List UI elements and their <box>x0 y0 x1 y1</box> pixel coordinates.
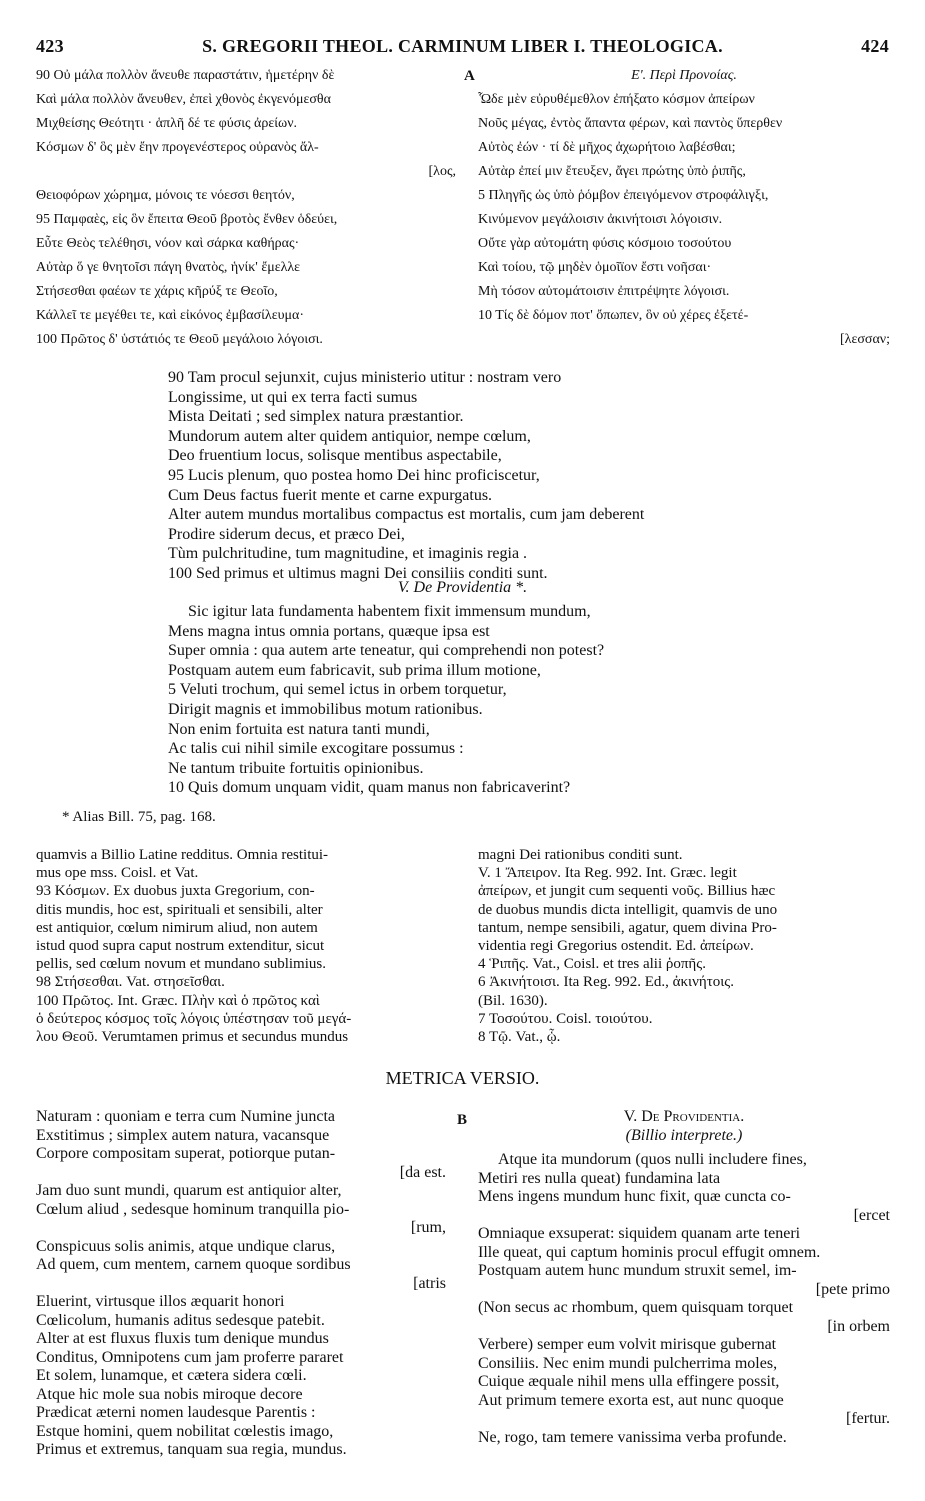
metrica-verse-line: Atque hic mole sua nobis miroque decore <box>36 1385 303 1403</box>
greek-verse-line: Κινύμενον μεγάλοισιν ἀκινήτοισι λόγοισιν. <box>478 212 723 227</box>
metrica-verse-line: [atris <box>413 1274 446 1292</box>
note-line: de duobus mundis dicta intelligit, quamvis de uno <box>478 901 778 918</box>
metrica-verse-line: Exstitimus ; simplex autem natura, vacansque <box>36 1126 330 1144</box>
greek-verse-line: Καὶ μάλα πολλὸν ἄνευθεν, ἐπεὶ χθονὸς ἐκγενόμεσθα <box>36 92 331 107</box>
note-line: pellis, sed cœlum novum et mundano sublimius. <box>36 956 326 973</box>
latin-verse-line: Postquam autem eum fabricavit, sub prima illum motione, <box>168 661 541 679</box>
note-line: videntia regi Gregorius ostendit. Ed. ἀπείρων. <box>478 938 754 955</box>
greek-verse-line: 90 Οὐ μάλα πολλὸν ἄνευθε παραστάτιν, ἡμετέρην δὲ <box>36 68 335 83</box>
metrica-verse-line: Mens ingens mundum hunc fixit, quæ cuncta co- <box>478 1188 791 1205</box>
margin-marker-b: B <box>457 1112 468 1128</box>
metrica-verse-line: Cœlicolum, humanis aditus sedesque patebit. <box>36 1311 325 1329</box>
note-line: 8 Τῷ. Vat., ᾧ. <box>478 1029 561 1046</box>
metrica-verse-line: Cœlum aliud , sedesque hominum tranquilla pio- <box>36 1200 350 1218</box>
greek-text-right <box>478 64 890 352</box>
metrica-right-column <box>478 1108 890 1447</box>
latin-verse-line: Super omnia : qua autem arte teneatur, qui comprehendi non potest? <box>168 642 605 660</box>
metrica-verse-line: Corpore compositam superat, potiorque putan- <box>36 1145 336 1162</box>
latin-verse-line: Mundorum autem alter quidem antiquior, nempe cœlum, <box>168 427 531 445</box>
greek-verse-line: [λεσσαν; <box>840 332 890 347</box>
metrica-right-heading: V. De Providentia. <box>623 1108 745 1125</box>
metrica-verse-line: Conspicuus solis animis, atque undique clarus, <box>36 1237 336 1255</box>
greek-verse-line: 5 Πληγῆς ὡς ὑπὸ ῥόμβον ἐπειγόμενον στροφάλιγξι, <box>478 188 769 203</box>
greek-verse-line: 100 Πρῶτος δ' ὑστάτιός τε Θεοῦ μεγάλοιο λόγοισι. <box>36 332 323 347</box>
header-title: S. GREGORII THEOL. CARMINUM LIBER I. THEOLOGICA. <box>202 36 723 56</box>
metrica-verse-line: Ne, rogo, tam temere vanissima verba profunde. <box>478 1428 787 1446</box>
greek-verse-line: 95 Παμφαὲς, εἰς ὃν ἔπειτα Θεοῦ βροτὸς ἔνθεν ὁδεύει, <box>36 212 338 227</box>
latin-verse-line: 5 Veluti trochum, qui semel ictus in orbem torquetur, <box>168 681 507 699</box>
note-line: 100 Πρῶτος. Int. Græc. Πλὴν καὶ ὁ πρῶτος καὶ <box>36 992 320 1009</box>
greek-verse-line: 10 Τίς δὲ δόμον ποτ' ὄπωπεν, ὃν οὐ χέρες ἐξετέ- <box>478 308 749 323</box>
metrica-verse-line: Aut primum temere exorta est, aut nunc quoque <box>478 1391 784 1409</box>
note-line: (Bil. 1630). <box>478 992 548 1009</box>
note-line: magni Dei rationibus conditi sunt. <box>478 847 683 863</box>
metrica-left-column <box>36 1108 446 1460</box>
greek-verse-line: Αὐτὰρ ὅ γε θνητοῖσι πάγη θνατὸς, ἡνίκ' ἔμελλε <box>36 260 301 275</box>
greek-verse-line: Μὴ τόσον αὐτομάτοισιν ἐπιτρέψητε λόγοισι. <box>478 284 730 299</box>
margin-marker-a: A <box>464 68 475 84</box>
latin-verse-line: Ac talis cui nihil simile excogitare possumus : <box>168 740 464 758</box>
note-line: 6 Ἀκινήτοισι. Ita Reg. 992. Ed., ἀκινήτοις. <box>478 974 734 991</box>
greek-verse-line: Στήσεσθαι φαέων τε χάρις κῆρύξ τε Θεοῖο, <box>36 284 278 299</box>
note-line: λου Θεοῦ. Verumtamen primus et secundus mundus <box>36 1029 349 1046</box>
metrica-verse-line: Et solem, lunamque, et cætera sidera cœli. <box>36 1367 307 1384</box>
greek-section-heading: Ε'. Περὶ Προνοίας. <box>631 68 737 83</box>
metrica-verse-line: Consiliis. Nec enim mundi pulcherrima moles, <box>478 1354 778 1372</box>
metrica-verse-line: [fertur. <box>846 1410 890 1427</box>
latin-verse-line: 95 Lucis plenum, quo postea homo Dei hinc proficiscetur, <box>168 466 540 484</box>
note-line: 93 Κόσμων. Ex duobus juxta Gregorium, con- <box>36 883 315 900</box>
note-line: 7 Τοσούτου. Coisl. τοιούτου. <box>478 1010 653 1027</box>
latin-verse-line: Deo fruentium locus, solisque mentibus aspectabile, <box>168 447 502 465</box>
greek-verse-line: Οὔτε γὰρ αὐτομάτη φύσις κόσμοιο τοσούτου <box>478 236 732 251</box>
metrica-verse-line: Ille queat, qui captum hominis procul effugit omnem. <box>478 1243 821 1261</box>
note-line: istud quod supra caput nostrum extenditur, sicut <box>36 938 325 955</box>
note-line: ὁ δεύτερος κόσμος τοῖς λόγοις ὑπέστησαν τοῦ μεγά- <box>36 1010 352 1027</box>
footnote: * Alias Bill. 75, pag. 168. <box>62 809 216 825</box>
latin-verse-line: Cum Deus factus fuerit mente et carne expurgatus. <box>168 486 493 504</box>
notes-left-column <box>36 846 454 1046</box>
greek-text-left <box>36 64 456 352</box>
metrica-verse-line: [pete primo <box>815 1280 890 1298</box>
note-line: ἀπείρων, et jungit cum sequenti νοῦς. Billius hæc <box>478 883 776 900</box>
metrica-verse-line: Omniaque exsuperat: siquidem quanam arte teneri <box>478 1225 801 1242</box>
metrica-verse-line: (Non secus ac rhombum, quem quisquam torquet <box>478 1299 794 1316</box>
metrica-verse-line: Cuique æquale nihil mens ulla effingere possit, <box>478 1373 780 1390</box>
note-line: tantum, nempe sensibili, agatur, quem divina Pro- <box>478 919 777 936</box>
latin-verse-line: 10 Quis domum unquam vidit, quam manus non fabricaverint? <box>168 779 571 797</box>
greek-verse-line: Αὐτὸς ἐών · τί δὲ μῆχος ἀχωρήτοιο λαβέσθαι; <box>478 140 736 155</box>
note-line: V. 1 Ἄπειρον. Ita Reg. 992. Int. Græc. legit <box>478 865 737 882</box>
latin-verse-line: Ne tantum tribuite fortuitis opinionibus. <box>168 759 424 777</box>
greek-verse-line: Θειοφόρων χώρημα, μόνοις τε νόεσσι θεητόν, <box>36 188 295 203</box>
metrica-verse-line: Jam duo sunt mundi, quarum est antiquior alter, <box>36 1182 342 1199</box>
latin-section-heading: V. De Providentia *. <box>397 579 528 596</box>
page-number-right: 424 <box>861 36 889 56</box>
note-line: 98 Στήσεσθαι. Vat. στησεῖσθαι. <box>36 974 225 991</box>
page-number-left: 423 <box>36 36 64 56</box>
note-line: mus ope mss. Coisl. et Vat. <box>36 865 199 882</box>
greek-verse-line: Ὧδε μὲν εὐρυθέμεθλον ἐπήξατο κόσμον ἀπείρων <box>478 92 755 107</box>
latin-translation-a <box>168 368 748 584</box>
latin-verse-line: Mens magna intus omnia portans, quæque ipsa est <box>168 622 490 640</box>
metrica-verse-line: Conditus, Omnipotens cum jam proferre pararet <box>36 1348 344 1366</box>
latin-verse-line: Prodire siderum decus, et præco Dei, <box>168 525 405 543</box>
metrica-verse-line: Primus et extremus, tanquam sua regia, mundus. <box>36 1441 347 1458</box>
latin-verse-line: 90 Tam procul sejunxit, cujus ministerio utitur : nostram vero <box>168 369 562 386</box>
note-line: est antiquior, cœlum nimirum aliud, non autem <box>36 919 318 936</box>
metrica-verse-line: [in orbem <box>827 1317 890 1335</box>
latin-verse-line: Sic igitur lata fundamenta habentem fixit immensum mundum, <box>188 603 591 620</box>
latin-verse-line: Dirigit magnis et immobilibus motum rationibus. <box>168 700 483 718</box>
metrica-verse-line: Estque homini, quem nobilitat cœlestis imago, <box>36 1422 334 1440</box>
metrica-verse-line: [da est. <box>399 1163 446 1181</box>
greek-verse-line: Εὖτε Θεὸς τελέθησι, νόον καὶ σάρκα καθήρας· <box>36 236 300 251</box>
metrica-verse-line: Atque ita mundorum (quos nulli includere fines, <box>498 1151 807 1168</box>
greek-verse-line: [λος, <box>428 164 456 179</box>
greek-verse-line: Κάλλεῖ τε μεγέθει τε, καὶ εἰκόνος ἐμβασίλευμα· <box>36 308 305 323</box>
metrica-verse-line: Verbere) semper eum volvit mirisque gubernat <box>478 1336 777 1353</box>
metrica-verse-line: [rum, <box>410 1219 446 1236</box>
latin-verse-line: Longissime, ut qui ex terra facti sumus <box>168 388 418 406</box>
note-line: ditis mundis, hoc est, spirituali et sensibili, alter <box>36 901 323 918</box>
notes-right-column <box>478 846 890 1046</box>
metrica-verse-line: Eluerint, virtusque illos æquarit honori <box>36 1293 285 1310</box>
greek-verse-line: Νοῦς μέγας, ἐντὸς ἅπαντα φέρων, καὶ παντὸς ὕπερθεν <box>478 116 783 131</box>
note-line: 4 Ῥιπῆς. Vat., Coisl. et tres alii ῥοπῆς. <box>478 956 706 973</box>
metrica-title: METRICA VERSIO. <box>385 1068 540 1088</box>
metrica-verse-line: Postquam autem hunc mundum struxit semel, im- <box>478 1262 797 1279</box>
metrica-verse-line: Prædicat æterni nomen laudesque Parentis : <box>36 1404 316 1421</box>
greek-verse-line: Αὐτὰρ ἐπεί μιν ἔτευξεν, ἄγει πρώτης ὑπὸ ῥιπῆς, <box>478 164 746 179</box>
metrica-verse-line: Metiri res nulla queat) fundamina lata <box>478 1169 721 1187</box>
metrica-right-subheading: (Billio interprete.) <box>625 1126 743 1144</box>
latin-verse-line: Non enim fortuita est natura tanti mundi, <box>168 720 430 738</box>
latin-translation-b <box>168 602 748 798</box>
greek-verse-line: Κόσμων δ' ὃς μὲν ἔην προγενέστερος οὐρανὸς ἄλ- <box>36 140 319 155</box>
metrica-verse-line: Ad quem, cum mentem, carnem quoque sordibus <box>36 1256 351 1273</box>
metrica-verse-line: Naturam : quoniam e terra cum Numine juncta <box>36 1108 336 1125</box>
running-header <box>36 36 889 58</box>
greek-verse-line: Μιχθείσης Θεότητι · ἁπλῆ δέ τε φύσις ἀρείων. <box>36 116 298 131</box>
greek-verse-line: Καὶ τοίου, τῷ μηδὲν ὁμοῖϊον ἔστι νοῆσαι· <box>478 260 712 275</box>
note-line: quamvis a Billio Latine redditus. Omnia restitui- <box>36 847 329 863</box>
latin-verse-line: Tùm pulchritudine, tum magnitudine, et imaginis regia . <box>168 545 528 563</box>
latin-verse-line: Alter autem mundus mortalibus compactus est mortalis, cum jam deberent <box>168 506 645 524</box>
metrica-verse-line: [ercet <box>853 1206 890 1224</box>
latin-verse-line: Mista Deitati ; sed simplex natura præstantior. <box>168 408 464 426</box>
metrica-verse-line: Alter at est fluxus fluxis tum denique mundus <box>36 1330 329 1347</box>
latin-verse-line: 100 Sed primus et ultimus magni Dei consiliis conditi sunt. <box>168 564 548 582</box>
